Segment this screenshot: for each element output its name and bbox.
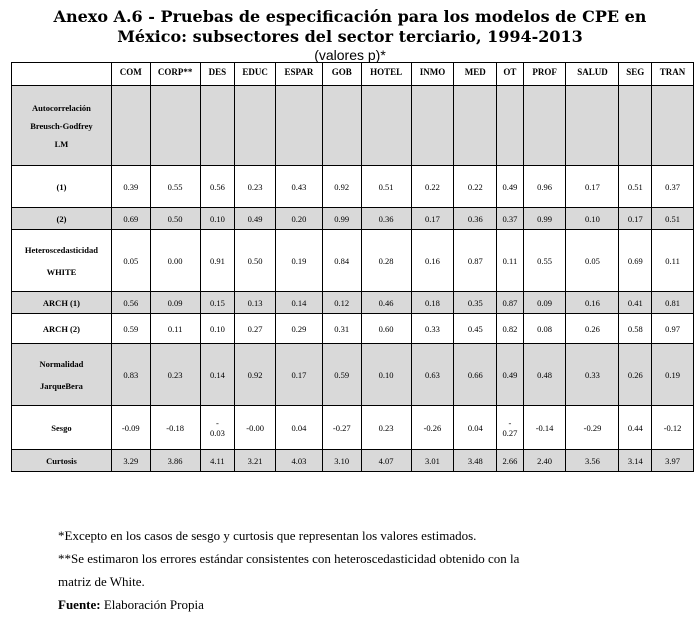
column-header: TRAN	[652, 63, 694, 86]
table-cell: 0.17	[566, 166, 619, 208]
table-cell: 0.69	[619, 230, 652, 292]
table-cell: 0.05	[111, 230, 150, 292]
table-cell: 0.10	[361, 344, 411, 406]
table-cell: 0.48	[523, 344, 566, 406]
table-cell: 0.37	[652, 166, 694, 208]
table-cell	[411, 86, 454, 166]
table-cell: 0.41	[619, 292, 652, 314]
row-label	[12, 344, 112, 406]
table-cell: 0.49	[497, 166, 524, 208]
table-cell	[111, 86, 150, 166]
table-cell: 0.05	[566, 230, 619, 292]
table-cell: 3.01	[411, 450, 454, 472]
row-label-line: Normalidad	[39, 358, 84, 369]
table-cell: 0.15	[200, 292, 235, 314]
table-cell: 0.10	[200, 314, 235, 344]
table-cell: 0.12	[322, 292, 361, 314]
table-cell: 0.17	[275, 344, 322, 406]
table-cell	[454, 86, 497, 166]
table-cell: 0.23	[150, 344, 200, 406]
table-subtitle: (valores p)*	[314, 47, 386, 63]
table-cell: 0.37	[497, 208, 524, 230]
table-cell: -0.14	[523, 406, 566, 450]
table-cell: 0.91	[200, 230, 235, 292]
table-cell: 0.96	[523, 166, 566, 208]
table-cell: 0.58	[619, 314, 652, 344]
table-row	[12, 344, 694, 406]
table-cell	[361, 86, 411, 166]
table-cell: 0.17	[619, 208, 652, 230]
column-header: SEG	[619, 63, 652, 86]
row-label	[12, 166, 112, 208]
table-cell: 3.21	[235, 450, 276, 472]
table-cell: 0.50	[150, 208, 200, 230]
source-text: Elaboración Propia	[100, 597, 204, 612]
table-cell: 0.92	[235, 344, 276, 406]
source-note	[58, 593, 678, 616]
table-cell	[566, 86, 619, 166]
table-cell: 0.46	[361, 292, 411, 314]
header-corner	[12, 63, 112, 86]
table-cell: 0.11	[497, 230, 524, 292]
table-cell: 0.22	[411, 166, 454, 208]
table-cell: -0.29	[566, 406, 619, 450]
table-cell: 0.33	[566, 344, 619, 406]
table-cell: 0.08	[523, 314, 566, 344]
table-cell	[619, 86, 652, 166]
column-header: INMO	[411, 63, 454, 86]
table-cell: 0.99	[523, 208, 566, 230]
table-cell: 0.33	[411, 314, 454, 344]
table-cell: 0.04	[454, 406, 497, 450]
table-cell: 0.49	[235, 208, 276, 230]
table-cell: 0.55	[523, 230, 566, 292]
table-cell: 0.66	[454, 344, 497, 406]
table-cell: -0.18	[150, 406, 200, 450]
row-label	[12, 314, 112, 344]
row-label-line: Sesgo	[51, 422, 72, 433]
row-label-line: JarqueBera	[40, 380, 83, 391]
table-cell: 0.11	[652, 230, 694, 292]
source-label: Fuente:	[58, 597, 101, 612]
table-cell: 2.40	[523, 450, 566, 472]
table-cell: 0.19	[275, 230, 322, 292]
table-cell: 3.97	[652, 450, 694, 472]
row-label-line: Curtosis	[46, 455, 77, 466]
table-row	[12, 86, 694, 166]
row-label-line: Autocorrelación	[32, 102, 91, 113]
table-cell: 0.43	[275, 166, 322, 208]
table-cell: 0.39	[111, 166, 150, 208]
table-cell	[652, 86, 694, 166]
table-cell: 0.55	[150, 166, 200, 208]
table-cell: 0.14	[200, 344, 235, 406]
table-cell: 3.48	[454, 450, 497, 472]
table-cell: 0.35	[454, 292, 497, 314]
table-cell: 0.87	[497, 292, 524, 314]
column-header: HOTEL	[361, 63, 411, 86]
table-cell: - 0.27	[497, 406, 524, 450]
table-cell: 0.81	[652, 292, 694, 314]
table-cell: 0.23	[361, 406, 411, 450]
table-cell: 0.59	[111, 314, 150, 344]
table-cell	[200, 86, 235, 166]
table-title-line-1: Anexo A.6 - Pruebas de especificación para los modelos de CPE en	[53, 7, 647, 26]
column-header: ESPAR	[275, 63, 322, 86]
table-cell: 0.14	[275, 292, 322, 314]
column-header: MED	[454, 63, 497, 86]
column-header: COM	[111, 63, 150, 86]
row-label	[12, 292, 112, 314]
table-cell: 0.83	[111, 344, 150, 406]
row-label	[12, 208, 112, 230]
column-header: CORP**	[150, 63, 200, 86]
table-cell: 0.18	[411, 292, 454, 314]
table-row	[12, 450, 694, 472]
row-label-line: (1)	[56, 181, 67, 192]
table-cell: 0.56	[200, 166, 235, 208]
table-cell: 0.20	[275, 208, 322, 230]
note-2-line-1: **Se estimaron los errores estándar consistentes con heteroscedasticidad obtenido con la	[58, 551, 520, 566]
table-cell: -0.27	[322, 406, 361, 450]
table-cell: 0.56	[111, 292, 150, 314]
row-label	[12, 406, 112, 450]
row-label-line: Breusch-Godfrey	[30, 120, 93, 131]
table-cell: -0.26	[411, 406, 454, 450]
table-cell: 3.29	[111, 450, 150, 472]
table-row	[12, 406, 694, 450]
table-cell: - 0.03	[200, 406, 235, 450]
table-row	[12, 208, 694, 230]
table-cell: 0.36	[454, 208, 497, 230]
table-row	[12, 166, 694, 208]
table-cell: 0.22	[454, 166, 497, 208]
table-cell: 0.16	[411, 230, 454, 292]
table-row	[12, 314, 694, 344]
table-cell: 3.10	[322, 450, 361, 472]
table-cell: 0.11	[150, 314, 200, 344]
table-cell: 2.66	[497, 450, 524, 472]
table-cell	[523, 86, 566, 166]
row-label-line: ARCH (2)	[42, 323, 80, 334]
table-cell: 0.99	[322, 208, 361, 230]
table-cell: 0.49	[497, 344, 524, 406]
table-cell: 0.63	[411, 344, 454, 406]
table-row	[12, 230, 694, 292]
table-cell	[497, 86, 524, 166]
table-cell: 0.82	[497, 314, 524, 344]
table-cell: 0.60	[361, 314, 411, 344]
table-cell: 0.09	[150, 292, 200, 314]
table-cell: 4.11	[200, 450, 235, 472]
table-cell: 0.50	[235, 230, 276, 292]
table-cell: 0.31	[322, 314, 361, 344]
table-cell: 0.36	[361, 208, 411, 230]
table-cell: 3.56	[566, 450, 619, 472]
table-title-line-2: México: subsectores del sector terciario, 1994-2013	[117, 27, 583, 46]
table-cell: 4.03	[275, 450, 322, 472]
table-cell: 0.45	[454, 314, 497, 344]
row-label	[12, 86, 112, 166]
table-cell: 0.17	[411, 208, 454, 230]
table-cell: 0.69	[111, 208, 150, 230]
table-cell: 3.86	[150, 450, 200, 472]
table-cell: 0.23	[235, 166, 276, 208]
header-row	[12, 63, 694, 86]
table-cell: 4.07	[361, 450, 411, 472]
table-row	[12, 292, 694, 314]
table-cell: -0.12	[652, 406, 694, 450]
table-cell: 0.26	[566, 314, 619, 344]
table-cell: 3.14	[619, 450, 652, 472]
table-cell: 0.28	[361, 230, 411, 292]
specification-tests-table	[11, 62, 694, 472]
table-cell: 0.10	[566, 208, 619, 230]
row-label-line: (2)	[56, 213, 67, 224]
column-header: EDUC	[235, 63, 276, 86]
table-cell: 0.59	[322, 344, 361, 406]
table-cell: 0.87	[454, 230, 497, 292]
column-header: PROF	[523, 63, 566, 86]
table-cell: 0.51	[361, 166, 411, 208]
row-label-line: Heteroscedasticidad	[24, 244, 98, 255]
table-cell	[322, 86, 361, 166]
table-cell: 0.97	[652, 314, 694, 344]
table-cell: -0.09	[111, 406, 150, 450]
table-cell	[275, 86, 322, 166]
table-cell: 0.04	[275, 406, 322, 450]
row-label-line: ARCH (1)	[42, 297, 80, 308]
table-cell: 0.29	[275, 314, 322, 344]
table-cell: 0.92	[322, 166, 361, 208]
table-cell	[150, 86, 200, 166]
row-label	[12, 230, 112, 292]
row-label-line: LM	[54, 138, 69, 149]
table-cell: 0.00	[150, 230, 200, 292]
table-cell: 0.26	[619, 344, 652, 406]
table-cell: 0.51	[652, 208, 694, 230]
column-header: SALUD	[566, 63, 619, 86]
table-cell: 0.13	[235, 292, 276, 314]
table-cell: 0.84	[322, 230, 361, 292]
note-1: *Excepto en los casos de sesgo y curtosis que representan los valores estimados.	[58, 528, 477, 543]
table-cell: -0.00	[235, 406, 276, 450]
table-cell: 0.27	[235, 314, 276, 344]
table-notes	[58, 524, 678, 616]
table-cell: 0.44	[619, 406, 652, 450]
table-cell: 0.09	[523, 292, 566, 314]
table-cell: 0.16	[566, 292, 619, 314]
column-header: DES	[200, 63, 235, 86]
column-header: OT	[497, 63, 524, 86]
table-cell: 0.10	[200, 208, 235, 230]
note-2-line-2: matriz de White.	[58, 574, 145, 589]
table-cell: 0.51	[619, 166, 652, 208]
table-cell: 0.19	[652, 344, 694, 406]
row-label-line: WHITE	[46, 266, 77, 277]
row-label	[12, 450, 112, 472]
column-header: GOB	[322, 63, 361, 86]
table-cell	[235, 86, 276, 166]
